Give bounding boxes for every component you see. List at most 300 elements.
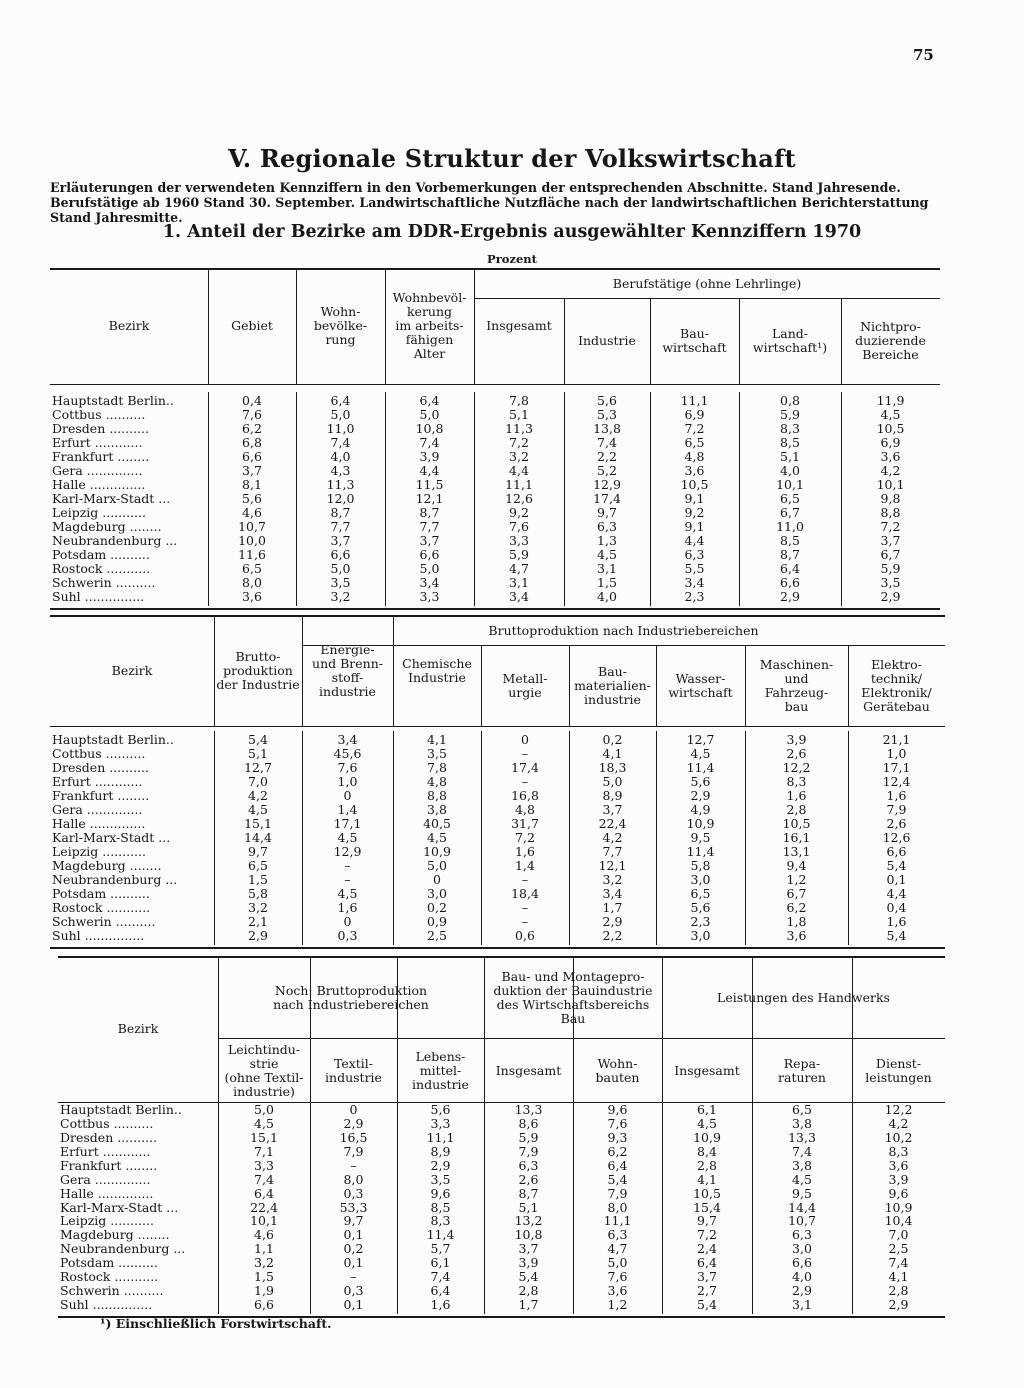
table-cell: – [521, 774, 529, 789]
column-header: Industrie [578, 333, 636, 348]
table-cell: 5,5 [684, 561, 705, 576]
row-label: Halle .............. [52, 477, 146, 492]
table-cell: 6,2 [242, 421, 262, 436]
table-cell: 7,8 [427, 760, 447, 775]
row-label: Karl-Marx-Stadt ... [52, 830, 171, 845]
table-cell: 5,7 [430, 1241, 451, 1257]
table-cell: 9,1 [684, 519, 705, 534]
column-header: Dienst- leistungen [865, 1056, 932, 1085]
table-cell: 8,0 [242, 575, 262, 590]
table-cell: 4,5 [597, 547, 617, 562]
table-cell: 1,6 [886, 788, 907, 803]
table-cell: 13,8 [593, 421, 621, 436]
table-cell: 4,4 [684, 533, 705, 548]
table-cell: 0,1 [343, 1255, 364, 1271]
table-cell: 6,4 [330, 393, 351, 408]
table-cell: 7,0 [248, 774, 268, 789]
table-cell: 1,2 [786, 872, 807, 887]
table-cell: 8,3 [780, 421, 800, 436]
table-cell: 4,5 [880, 407, 901, 422]
table-cell: 2,9 [780, 589, 800, 604]
table-cell: 4,2 [248, 788, 268, 803]
table-cell: 5,0 [419, 561, 440, 576]
table-cell: 10,9 [686, 816, 715, 831]
table-cell: 9,6 [888, 1185, 909, 1201]
table-cell: 10,8 [415, 421, 444, 436]
table-cell: 8,3 [430, 1213, 451, 1229]
rule-line [50, 608, 940, 610]
table-cell: 6,1 [697, 1102, 717, 1117]
table-cell: 5,0 [602, 774, 623, 789]
table-cell: 3,8 [792, 1157, 812, 1173]
table-cell: 1,7 [518, 1297, 539, 1313]
table-cell: 3,9 [419, 449, 440, 464]
row-label: Magdeburg ........ [52, 519, 162, 534]
row-label: Erfurt ............ [52, 435, 143, 450]
table-cell: 6,4 [419, 393, 440, 408]
table-cell: 6,6 [419, 547, 440, 562]
table-cell: 5,6 [690, 774, 711, 789]
table-cell: 8,8 [880, 505, 901, 520]
table-cell: 4,5 [254, 1115, 274, 1131]
table-cell: 10,5 [782, 816, 811, 831]
table-cell: 3,2 [254, 1255, 274, 1271]
row-label: Suhl ............... [52, 928, 145, 943]
table-cell: 10,1 [250, 1213, 278, 1229]
table-cell: 3,2 [509, 449, 529, 464]
table-cell: – [521, 746, 529, 761]
table-cell: 18,4 [511, 886, 539, 901]
table-cell: 8,4 [697, 1143, 717, 1159]
table-cell: 1,6 [337, 900, 358, 915]
column-header: Land- wirtschaft¹) [752, 326, 828, 355]
table-cell: 8,5 [780, 533, 800, 548]
table-cell: 7,6 [607, 1115, 628, 1131]
table-cell: 7,6 [337, 760, 358, 775]
table-cell: 3,6 [880, 449, 901, 464]
row-label: Potsdam .......... [52, 886, 150, 901]
table-cell: 10,5 [876, 421, 905, 436]
table-cell: 6,6 [792, 1255, 812, 1271]
table-cell: 3,0 [792, 1241, 812, 1257]
table-cell: 9,2 [684, 505, 705, 520]
table-cell: 6,6 [886, 844, 907, 859]
table-cell: 3,7 [518, 1241, 539, 1257]
table-cell: 4,4 [509, 463, 529, 478]
table-cell: 9,5 [690, 830, 711, 845]
table-cell: 5,6 [242, 491, 262, 506]
table-cell: 4,1 [697, 1171, 717, 1187]
table-cell: 6,4 [607, 1157, 628, 1173]
table-cell: 5,8 [248, 886, 268, 901]
table-cell: 7,4 [330, 435, 351, 450]
row-label: Karl-Marx-Stadt ... [60, 1199, 179, 1215]
table-cell: 0,1 [886, 872, 907, 887]
table-cell: 3,3 [430, 1115, 451, 1131]
table-cell: 5,4 [607, 1171, 628, 1187]
table-cell: 5,4 [886, 928, 907, 943]
table-cell: 3,0 [690, 872, 711, 887]
column-header: Bau- wirtschaft [662, 326, 727, 355]
table-cell: 11,3 [505, 421, 533, 436]
table-cell: 1,2 [607, 1297, 628, 1313]
row-label: Hauptstadt Berlin.. [60, 1102, 182, 1117]
table-cell: 13,2 [514, 1213, 543, 1229]
table-cell: 12,2 [884, 1102, 913, 1117]
table-cell: 17,1 [333, 816, 362, 831]
table-cell: 4,5 [792, 1171, 812, 1187]
row-label: Magdeburg ........ [52, 858, 162, 873]
table-cell: 5,4 [518, 1269, 539, 1285]
table-cell: 15,4 [693, 1199, 721, 1215]
table-cell: 11,4 [426, 1227, 455, 1243]
table-cell: 6,7 [786, 886, 807, 901]
rule-line [662, 1038, 945, 1039]
table-cell: 3,4 [419, 575, 440, 590]
table-cell: 4,6 [254, 1227, 274, 1243]
table-cell: 0,3 [343, 1283, 364, 1299]
table-cell: 0 [343, 914, 352, 929]
table-cell: 7,2 [697, 1227, 717, 1243]
table-cell: 9,2 [509, 505, 529, 520]
table-cell: 6,4 [430, 1283, 451, 1299]
table-cell: 2,8 [888, 1283, 909, 1299]
column-header: Brutto- produktion der Industrie [216, 648, 300, 692]
table-cell: 4,9 [690, 802, 711, 817]
table-cell: 12,1 [598, 858, 627, 873]
table-cell: 8,7 [780, 547, 800, 562]
column-header: Maschinen- und Fahrzeug- bau [759, 656, 834, 714]
bezirk-header: Bezirk [117, 1021, 159, 1036]
table-cell: 2,9 [343, 1115, 364, 1131]
row-label: Halle .............. [60, 1185, 154, 1201]
table-cell: 2,6 [786, 746, 807, 761]
table-cell: 9,5 [792, 1185, 812, 1201]
table-cell: 7,7 [330, 519, 351, 534]
table-cell: 1,0 [886, 746, 907, 761]
table-cell: 12,0 [326, 491, 355, 506]
table-cell: 8,1 [242, 477, 262, 492]
group-header: Berufstätige (ohne Lehrlinge) [612, 276, 802, 291]
table-cell: 1,4 [515, 858, 535, 873]
table-cell: 2,9 [690, 788, 711, 803]
table-cell: 9,7 [248, 844, 268, 859]
table-cell: 18,3 [598, 760, 627, 775]
table-cell: 7,0 [888, 1227, 909, 1243]
table-cell: 0,6 [515, 928, 535, 943]
column-header: Insgesamt [674, 1063, 740, 1078]
table-cell: 6,3 [684, 547, 705, 562]
intro-text: Erläuterungen der verwendeten Kennziffern in den Vorbemerkungen der entsprechenden Abschnitte. Stand Jahresende. Berufstätige ab 1960 Stand 30. September. Landwirtschaftliche Nutzfläche nach der landwirtschaftlichen Berichterstattung Stand Jahresmitte. [50, 180, 929, 225]
table-cell: 2,6 [518, 1171, 539, 1187]
table-cell: 2,9 [248, 928, 268, 943]
table-cell: 3,6 [242, 589, 262, 604]
table-cell: 5,0 [330, 407, 351, 422]
table-cell: 5,9 [509, 547, 529, 562]
table-cell: 11,4 [686, 844, 715, 859]
table-cell: 5,0 [330, 561, 351, 576]
table-cell: 4,5 [427, 830, 447, 845]
table-cell: 9,7 [343, 1213, 364, 1229]
rule-line [218, 1038, 484, 1039]
column-header: Textil- industrie [325, 1056, 382, 1085]
row-label: Frankfurt ........ [60, 1157, 158, 1173]
table-cell: 6,6 [254, 1297, 274, 1313]
table-cell: 5,0 [427, 858, 447, 873]
table-cell: 1,6 [886, 914, 907, 929]
table-cell: 31,7 [511, 816, 539, 831]
table-cell: 7,6 [509, 519, 529, 534]
table-cell: 9,6 [430, 1185, 451, 1201]
table-cell: 2,5 [427, 928, 447, 943]
table-cell: 3,7 [330, 533, 351, 548]
column-header: Wohnbevöl- kerung im arbeits- fähigen Alter [392, 290, 467, 361]
table-cell: 12,9 [333, 844, 362, 859]
row-label: Erfurt ............ [60, 1143, 151, 1159]
table-cell: 6,7 [880, 547, 901, 562]
table-cell: 8,0 [607, 1199, 628, 1215]
table-cell: 3,7 [419, 533, 440, 548]
table-cell: 7,6 [607, 1269, 628, 1285]
table-cell: 3,4 [509, 589, 529, 604]
table-cell: 10,2 [884, 1129, 913, 1145]
table-cell: 53,3 [339, 1199, 368, 1215]
table-cell: 4,2 [880, 463, 901, 478]
table-cell: 5,1 [780, 449, 800, 464]
table-cell: 4,4 [886, 886, 907, 901]
table-cell: 10,7 [238, 519, 266, 534]
table-cell: 1,9 [254, 1283, 274, 1299]
row-label: Hauptstadt Berlin.. [52, 393, 174, 408]
footnote: ¹) Einschließlich Forstwirtschaft. [100, 1316, 332, 1331]
table-cell: 0,3 [343, 1185, 364, 1201]
row-label: Hauptstadt Berlin.. [52, 732, 174, 747]
table-cell: 6,8 [242, 435, 262, 450]
table-cell: 7,4 [888, 1255, 909, 1271]
table-cell: 5,0 [607, 1255, 628, 1271]
table-cell: 2,9 [888, 1297, 909, 1313]
table-cell: 0,1 [343, 1297, 364, 1313]
table-cell: 12,7 [686, 732, 715, 747]
table-cell: 2,3 [690, 914, 711, 929]
table-cell: 12,4 [882, 774, 911, 789]
table-cell: 4,4 [419, 463, 440, 478]
table-cell: 8,8 [427, 788, 447, 803]
table-cell: 5,0 [254, 1102, 274, 1117]
table-cell: 8,9 [602, 788, 623, 803]
table-cell: 11,0 [326, 421, 355, 436]
table-cell: 6,6 [330, 547, 351, 562]
table-cell: 3,9 [518, 1255, 539, 1271]
unit-label: Prozent [487, 252, 537, 266]
table-cell: 3,6 [888, 1157, 909, 1173]
table-cell: 3,8 [427, 802, 447, 817]
table-cell: 2,9 [880, 589, 901, 604]
row-label: Erfurt ............ [52, 774, 143, 789]
table-cell: 7,9 [886, 802, 907, 817]
table-cell: 17,4 [511, 760, 539, 775]
table-cell: 11,3 [326, 477, 355, 492]
table-cell: 1,6 [786, 788, 807, 803]
table-cell: 7,4 [254, 1171, 274, 1187]
table-cell: 7,7 [419, 519, 440, 534]
column-header: Nichtpro- duzierende Bereiche [855, 319, 926, 362]
table-cell: 4,0 [792, 1269, 812, 1285]
table-cell: 7,2 [880, 519, 901, 534]
column-header: Elektro- technik/ Elektronik/ Gerätebau [861, 656, 932, 714]
table-cell: 45,6 [333, 746, 362, 761]
table-cell: 4,8 [427, 774, 447, 789]
table-cell: 2,9 [792, 1283, 812, 1299]
table-cell: 3,1 [792, 1297, 812, 1313]
table-cell: 6,7 [780, 505, 800, 520]
table-cell: 9,4 [786, 858, 807, 873]
row-label: Cottbus .......... [52, 407, 146, 422]
row-label: Schwerin .......... [52, 914, 156, 929]
page-title: V. Regionale Struktur der Volkswirtschaft [228, 144, 796, 173]
table-cell: 4,8 [684, 449, 705, 464]
table-cell: – [521, 872, 529, 887]
table-cell: 16,8 [511, 788, 539, 803]
table-cell: 6,5 [248, 858, 268, 873]
table-cell: 10,0 [238, 533, 266, 548]
table-cell: 13,3 [514, 1102, 543, 1117]
row-label: Neubrandenburg ... [52, 533, 178, 548]
rule-line [484, 1038, 662, 1039]
table-cell: 3,1 [597, 561, 617, 576]
column-header: Wohn- bauten [595, 1056, 640, 1085]
table-cell: 4,1 [602, 746, 623, 761]
table-cell: 5,0 [419, 407, 440, 422]
rule-line [50, 384, 940, 385]
table-cell: 2,8 [697, 1157, 717, 1173]
table-cell: 0,1 [343, 1227, 364, 1243]
table-cell: 2,8 [518, 1283, 539, 1299]
table-cell: 2,2 [602, 928, 623, 943]
column-header: Energie- und Brenn- stoff- industrie [312, 641, 383, 699]
table-cell: 7,7 [602, 844, 623, 859]
row-label: Neubrandenburg ... [52, 872, 178, 887]
table-cell: 15,1 [250, 1129, 278, 1145]
table-cell: 1,7 [602, 900, 623, 915]
table-cell: 12,9 [593, 477, 621, 492]
table-cell: 1,5 [248, 872, 268, 887]
table-cell: 12,6 [882, 830, 911, 845]
table-cell: 6,4 [780, 561, 800, 576]
table-cell: 3,5 [330, 575, 351, 590]
table-cell: 1,6 [515, 844, 535, 859]
table-cell: 6,5 [792, 1102, 812, 1117]
table-cell: 40,5 [423, 816, 451, 831]
table-cell: 3,7 [602, 802, 623, 817]
table-cell: 7,4 [597, 435, 617, 450]
table-cell: 4,1 [888, 1269, 909, 1285]
rule-line [50, 947, 945, 949]
table-cell: 14,4 [244, 830, 272, 845]
table-cell: 5,9 [880, 561, 901, 576]
table-cell: – [350, 1269, 357, 1285]
table-cell: – [521, 914, 529, 929]
bezirk-header: Bezirk [108, 318, 150, 333]
table-cell: 0,8 [780, 393, 800, 408]
table-cell: 10,5 [693, 1185, 721, 1201]
table-cell: 4,2 [602, 830, 623, 845]
table-cell: 11,4 [686, 760, 715, 775]
column-header: Insgesamt [486, 318, 552, 333]
table-cell: 11,9 [876, 393, 905, 408]
row-label: Dresden .......... [52, 421, 149, 436]
table-cell: 8,0 [343, 1171, 364, 1187]
table-cell: 1,3 [597, 533, 617, 548]
table-cell: 1,0 [337, 774, 358, 789]
table-cell: 8,3 [888, 1143, 909, 1159]
row-label: Magdeburg ........ [60, 1227, 170, 1243]
table-cell: 2,7 [697, 1283, 717, 1299]
row-label: Frankfurt ........ [52, 449, 150, 464]
row-label: Schwerin .......... [52, 575, 156, 590]
row-label: Dresden .......... [60, 1129, 157, 1145]
table-cell: 3,6 [607, 1283, 628, 1299]
table-cell: 2,9 [602, 914, 623, 929]
row-label: Schwerin .......... [60, 1283, 164, 1299]
table-cell: 2,6 [886, 816, 907, 831]
column-header: Insgesamt [495, 1063, 562, 1078]
table-cell: 3,5 [427, 746, 447, 761]
table-cell: 4,7 [509, 561, 529, 576]
table-cell: 22,4 [250, 1199, 278, 1215]
table-cell: 3,3 [419, 589, 440, 604]
table-cell: 5,4 [886, 858, 907, 873]
table-cell: 6,9 [880, 435, 901, 450]
table-cell: 5,8 [690, 858, 711, 873]
bezirk-header: Bezirk [111, 662, 153, 678]
table-cell: 2,8 [786, 802, 807, 817]
table-cell: 7,2 [509, 435, 529, 450]
table-cell: – [521, 900, 529, 915]
table-cell: 3,5 [430, 1171, 451, 1187]
table-cell: 13,1 [782, 844, 811, 859]
table-cell: 3,4 [684, 575, 705, 590]
table-cell: 3,2 [248, 900, 268, 915]
table-cell: 0,9 [427, 914, 447, 929]
row-label: Rostock ........... [52, 900, 151, 915]
row-label: Leipzig ........... [60, 1213, 154, 1229]
table-cell: 6,4 [254, 1185, 274, 1201]
column-header: Chemische Industrie [402, 655, 472, 685]
table-cell: 15,1 [244, 816, 272, 831]
table-cell: 11,1 [505, 477, 533, 492]
table-cell: 7,9 [518, 1143, 539, 1159]
table-cell: 6,1 [430, 1255, 451, 1271]
table-cell: 10,9 [693, 1129, 721, 1145]
table-cell: 6,6 [780, 575, 800, 590]
table-cell: 7,4 [430, 1269, 451, 1285]
table-cell: 7,4 [792, 1143, 812, 1159]
table-cell: 2,9 [430, 1157, 451, 1173]
table-cell: 0 [349, 1102, 358, 1117]
table-cell: 6,4 [697, 1255, 717, 1271]
table-cell: 4,5 [248, 802, 268, 817]
table-cell: 8,7 [518, 1185, 539, 1201]
column-header: Wasser- wirtschaft [668, 670, 733, 700]
table-cell: 9,8 [880, 491, 901, 506]
table-cell: 0,2 [343, 1241, 364, 1257]
table-cell: 5,4 [697, 1297, 717, 1313]
row-label: Frankfurt ........ [52, 788, 150, 803]
table-cell: 1,4 [337, 802, 358, 817]
row-label: Neubrandenburg ... [60, 1241, 186, 1257]
table-cell: 1,8 [786, 914, 807, 929]
